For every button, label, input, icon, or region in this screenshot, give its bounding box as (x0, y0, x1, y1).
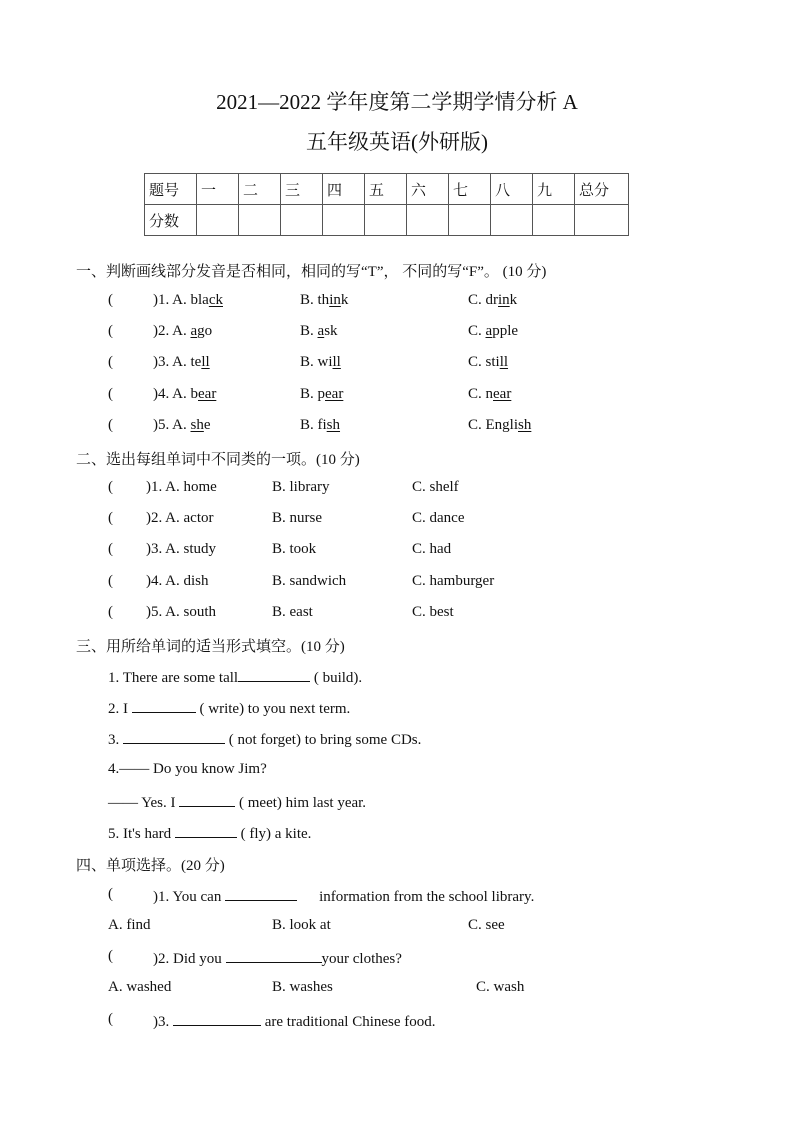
s2-item-a: )5. A. south (146, 604, 217, 620)
s4-option-a: A. find (108, 917, 151, 933)
s1-item-b: B. fish (300, 417, 341, 433)
s1-item-b: B. think (300, 292, 349, 308)
s1-item-c: C. drink (468, 292, 518, 308)
s4-question: )3. are traditional Chinese food. (153, 1011, 436, 1031)
answer-paren[interactable]: ( (108, 354, 113, 370)
score-cell[interactable] (323, 205, 365, 236)
answer-paren[interactable]: ( (108, 510, 113, 526)
section2-heading: 二、选出每组单词中不同类的一项。(10 分) (76, 452, 360, 468)
answer-paren[interactable]: ( (108, 604, 113, 620)
answer-paren[interactable]: ( (108, 573, 113, 589)
fill-blank[interactable] (238, 667, 310, 682)
s2-item-b: B. sandwich (272, 573, 347, 589)
answer-paren[interactable]: ( (108, 386, 113, 402)
score-table-header-row (145, 174, 629, 205)
score-table-score-row (145, 205, 629, 236)
s4-question: )1. You can information from the school library. (153, 886, 534, 906)
answer-paren[interactable]: ( (108, 948, 113, 964)
score-cell[interactable] (281, 205, 323, 236)
s1-item-c: C. still (468, 354, 509, 370)
s1-item-c: C. near (468, 386, 512, 402)
score-cell[interactable] (533, 205, 575, 236)
s1-item-a: )2. A. ago (153, 323, 213, 339)
answer-paren[interactable]: ( (108, 479, 113, 495)
s1-item-c: C. English (468, 417, 532, 433)
score-table-header: 一 (197, 174, 239, 205)
s1-item-a: )4. A. bear (153, 386, 217, 402)
s1-item-b: B. will (300, 354, 341, 370)
fill-blank[interactable] (123, 729, 225, 744)
s2-item-b: B. library (272, 479, 330, 495)
s3-item: —— Yes. I ( meet) him last year. (108, 792, 366, 812)
score-table-header: 八 (491, 174, 533, 205)
score-cell[interactable] (197, 205, 239, 236)
score-cell[interactable] (491, 205, 533, 236)
s4-option-b: B. look at (272, 917, 331, 933)
fill-blank[interactable] (132, 698, 196, 713)
score-table-header: 题号 (145, 174, 197, 205)
s3-item: 4.—— Do you know Jim? (108, 761, 267, 777)
answer-paren[interactable]: ( (108, 1011, 113, 1027)
s2-item-c: C. best (412, 604, 454, 620)
s2-item-c: C. dance (412, 510, 465, 526)
s4-question: )2. Did you your clothes? (153, 948, 402, 968)
page-subtitle: 五年级英语(外研版) (306, 130, 488, 154)
score-table-header: 四 (323, 174, 365, 205)
score-table-header: 总分 (575, 174, 629, 205)
score-table-header: 二 (239, 174, 281, 205)
s1-item-a: )5. A. she (153, 417, 211, 433)
section1-heading: 一、判断画线部分发音是否相同，相同的写“T”， 不同的写“F”。 (10 分) (76, 264, 547, 280)
s2-item-c: C. hamburger (412, 573, 495, 589)
section4-heading: 四、单项选择。(20 分) (76, 858, 225, 874)
s2-item-c: C. shelf (412, 479, 459, 495)
score-cell[interactable] (407, 205, 449, 236)
fill-blank[interactable] (173, 1011, 261, 1026)
s1-item-c: C. apple (468, 323, 519, 339)
score-table-header: 七 (449, 174, 491, 205)
answer-paren[interactable]: ( (108, 323, 113, 339)
s3-item: 2. I ( write) to you next term. (108, 698, 350, 718)
s2-item-c: C. had (412, 541, 452, 557)
page-title: 2021—2022 学年度第二学期学情分析 A (216, 90, 578, 114)
s4-option-b: B. washes (272, 979, 333, 995)
s4-option-a: A. washed (108, 979, 172, 995)
s2-item-b: B. east (272, 604, 313, 620)
s4-option-c: C. wash (476, 979, 525, 995)
s2-item-a: )2. A. actor (146, 510, 214, 526)
score-table-header: 六 (407, 174, 449, 205)
score-table-header: 三 (281, 174, 323, 205)
score-cell[interactable] (575, 205, 629, 236)
s2-item-a: )3. A. study (146, 541, 217, 557)
score-cell[interactable] (365, 205, 407, 236)
answer-paren[interactable]: ( (108, 292, 113, 308)
s3-item: 3. ( not forget) to bring some CDs. (108, 729, 421, 749)
section3-heading: 三、用所给单词的适当形式填空。(10 分) (76, 639, 345, 655)
s1-item-a: )1. A. black (153, 292, 223, 308)
score-cell[interactable] (449, 205, 491, 236)
score-cell[interactable] (239, 205, 281, 236)
answer-paren[interactable]: ( (108, 541, 113, 557)
s1-item-b: B. pear (300, 386, 344, 402)
score-table-header: 九 (533, 174, 575, 205)
score-table-row-label: 分数 (145, 205, 197, 236)
fill-blank[interactable] (225, 886, 297, 901)
s1-item-b: B. ask (300, 323, 338, 339)
score-table-header: 五 (365, 174, 407, 205)
answer-paren[interactable]: ( (108, 886, 113, 902)
s4-option-c: C. see (468, 917, 505, 933)
fill-blank[interactable] (226, 948, 322, 963)
score-table (144, 173, 629, 236)
s2-item-a: )4. A. dish (146, 573, 209, 589)
s3-item: 1. There are some tall ( build). (108, 667, 362, 687)
s2-item-a: )1. A. home (146, 479, 217, 495)
answer-paren[interactable]: ( (108, 417, 113, 433)
s2-item-b: B. nurse (272, 510, 322, 526)
s1-item-a: )3. A. tell (153, 354, 210, 370)
fill-blank[interactable] (175, 823, 237, 838)
s3-item: 5. It's hard ( fly) a kite. (108, 823, 311, 843)
s2-item-b: B. took (272, 541, 317, 557)
fill-blank[interactable] (179, 792, 235, 807)
